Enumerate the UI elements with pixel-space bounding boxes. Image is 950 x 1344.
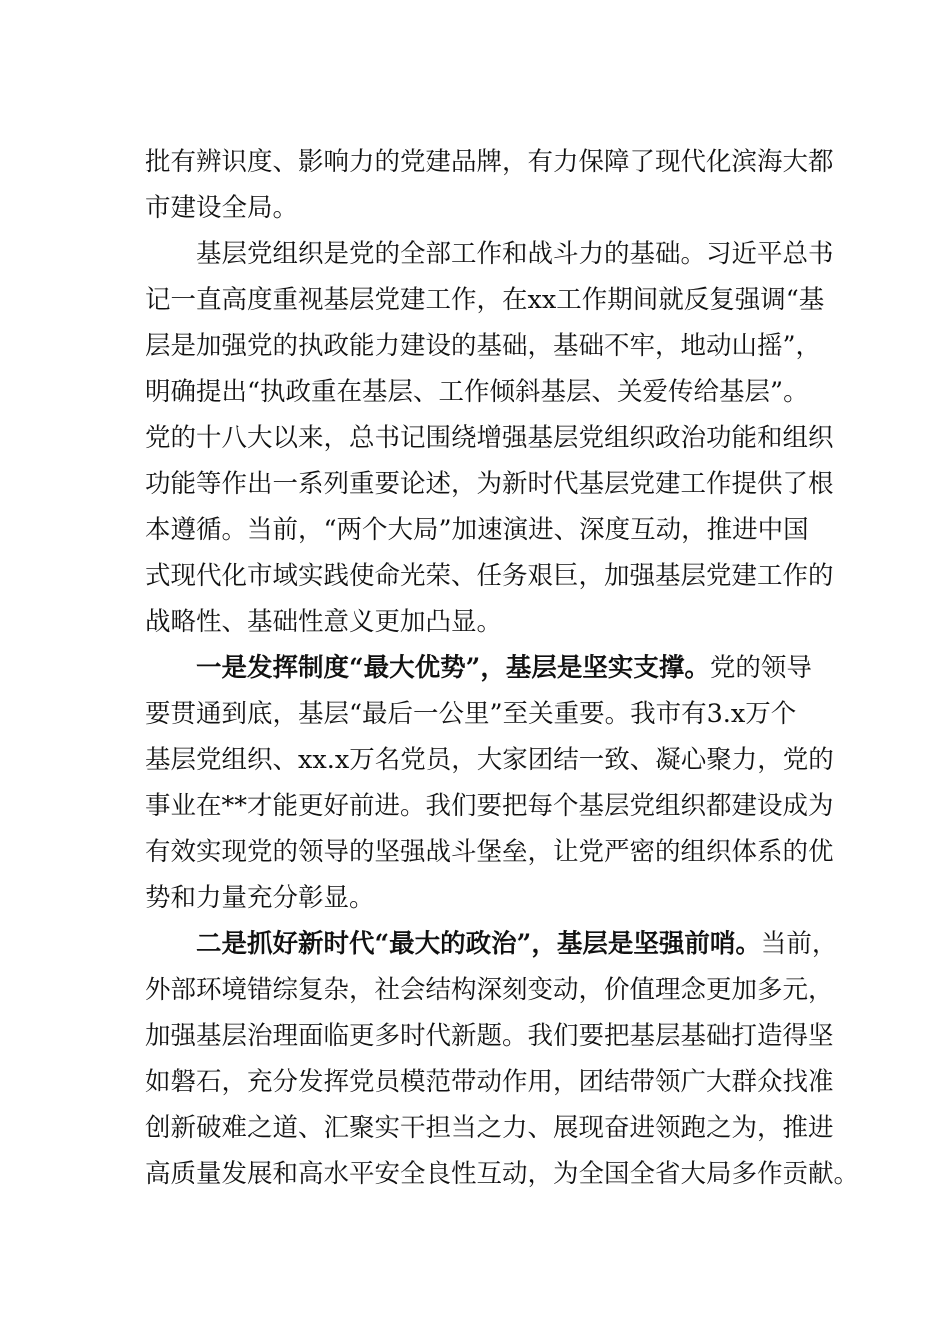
paragraph-2-line-4: 明确提出“执政重在基层、工作倾斜基层、关爱传给基层”。 (145, 377, 809, 407)
paragraph-2-line-6: 功能等作出一系列重要论述，为新时代基层党建工作提供了根 (145, 469, 834, 499)
paragraph-4-line-3: 加强基层治理面临更多时代新题。我们要把基层基础打造得坚 (145, 1021, 834, 1051)
paragraph-4-line-5: 创新破难之道、汇聚实干担当之力、展现奋进领跑之为，推进 (145, 1113, 834, 1143)
paragraph-3-line-2: 要贯通到底，基层“最后一公里”至关重要。我市有3.x万个 (145, 699, 797, 729)
paragraph-3-line-6: 势和力量充分彰显。 (145, 883, 375, 913)
paragraph-4-lead: 二是抓好新时代“最大的政治”，基层是坚强前哨。 (196, 929, 761, 959)
paragraph-3-line-5: 有效实现党的领导的坚强战斗堡垒，让党严密的组织体系的优 (145, 837, 834, 867)
paragraph-2-line-8: 式现代化市域实践使命光荣、任务艰巨，加强基层党建工作的 (145, 561, 834, 591)
paragraph-2-line-5: 党的十八大以来，总书记围绕增强基层党组织政治功能和组织 (145, 423, 834, 453)
paragraph-3-line-3: 基层党组织、xx.x万名党员，大家团结一致、凝心聚力，党的 (145, 745, 834, 775)
paragraph-4-line-6: 高质量发展和高水平安全良性互动，为全国全省大局多作贡献。 (145, 1159, 860, 1189)
paragraph-3-first-rest: 党的领导 (709, 653, 812, 683)
paragraph-4-line-2: 外部环境错综复杂，社会结构深刻变动，价值理念更加多元， (145, 975, 834, 1005)
paragraph-2-line-3: 层是加强党的执政能力建设的基础，基础不牢，地动山摇”， (145, 331, 822, 361)
paragraph-2-line-2: 记一直高度重视基层党建工作，在xx工作期间就反复强调“基 (145, 285, 825, 315)
paragraph-4-line-1 (196, 924, 837, 964)
paragraph-1-line-1: 批有辨识度、影响力的党建品牌，有力保障了现代化滨海大都 (145, 147, 834, 177)
paragraph-3-line-1 (196, 648, 812, 688)
paragraph-3-line-4: 事业在**才能更好前进。我们要把每个基层党组织都建设成为 (145, 791, 834, 821)
paragraph-4-line-4: 如磐石，充分发挥党员模范带动作用，团结带领广大群众找准 (145, 1067, 834, 1097)
paragraph-2-line-9: 战略性、基础性意义更加凸显。 (145, 607, 503, 637)
paragraph-2-line-1: 基层党组织是党的全部工作和战斗力的基础。习近平总书 (196, 239, 834, 269)
paragraph-1-line-2: 市建设全局。 (145, 193, 299, 223)
paragraph-4-first-rest: 当前， (760, 929, 838, 959)
paragraph-2-line-7: 本遵循。当前，“两个大局”加速演进、深度互动，推进中国 (145, 515, 809, 545)
paragraph-3-lead: 一是发挥制度“最大优势”，基层是坚实支撑。 (196, 653, 710, 683)
